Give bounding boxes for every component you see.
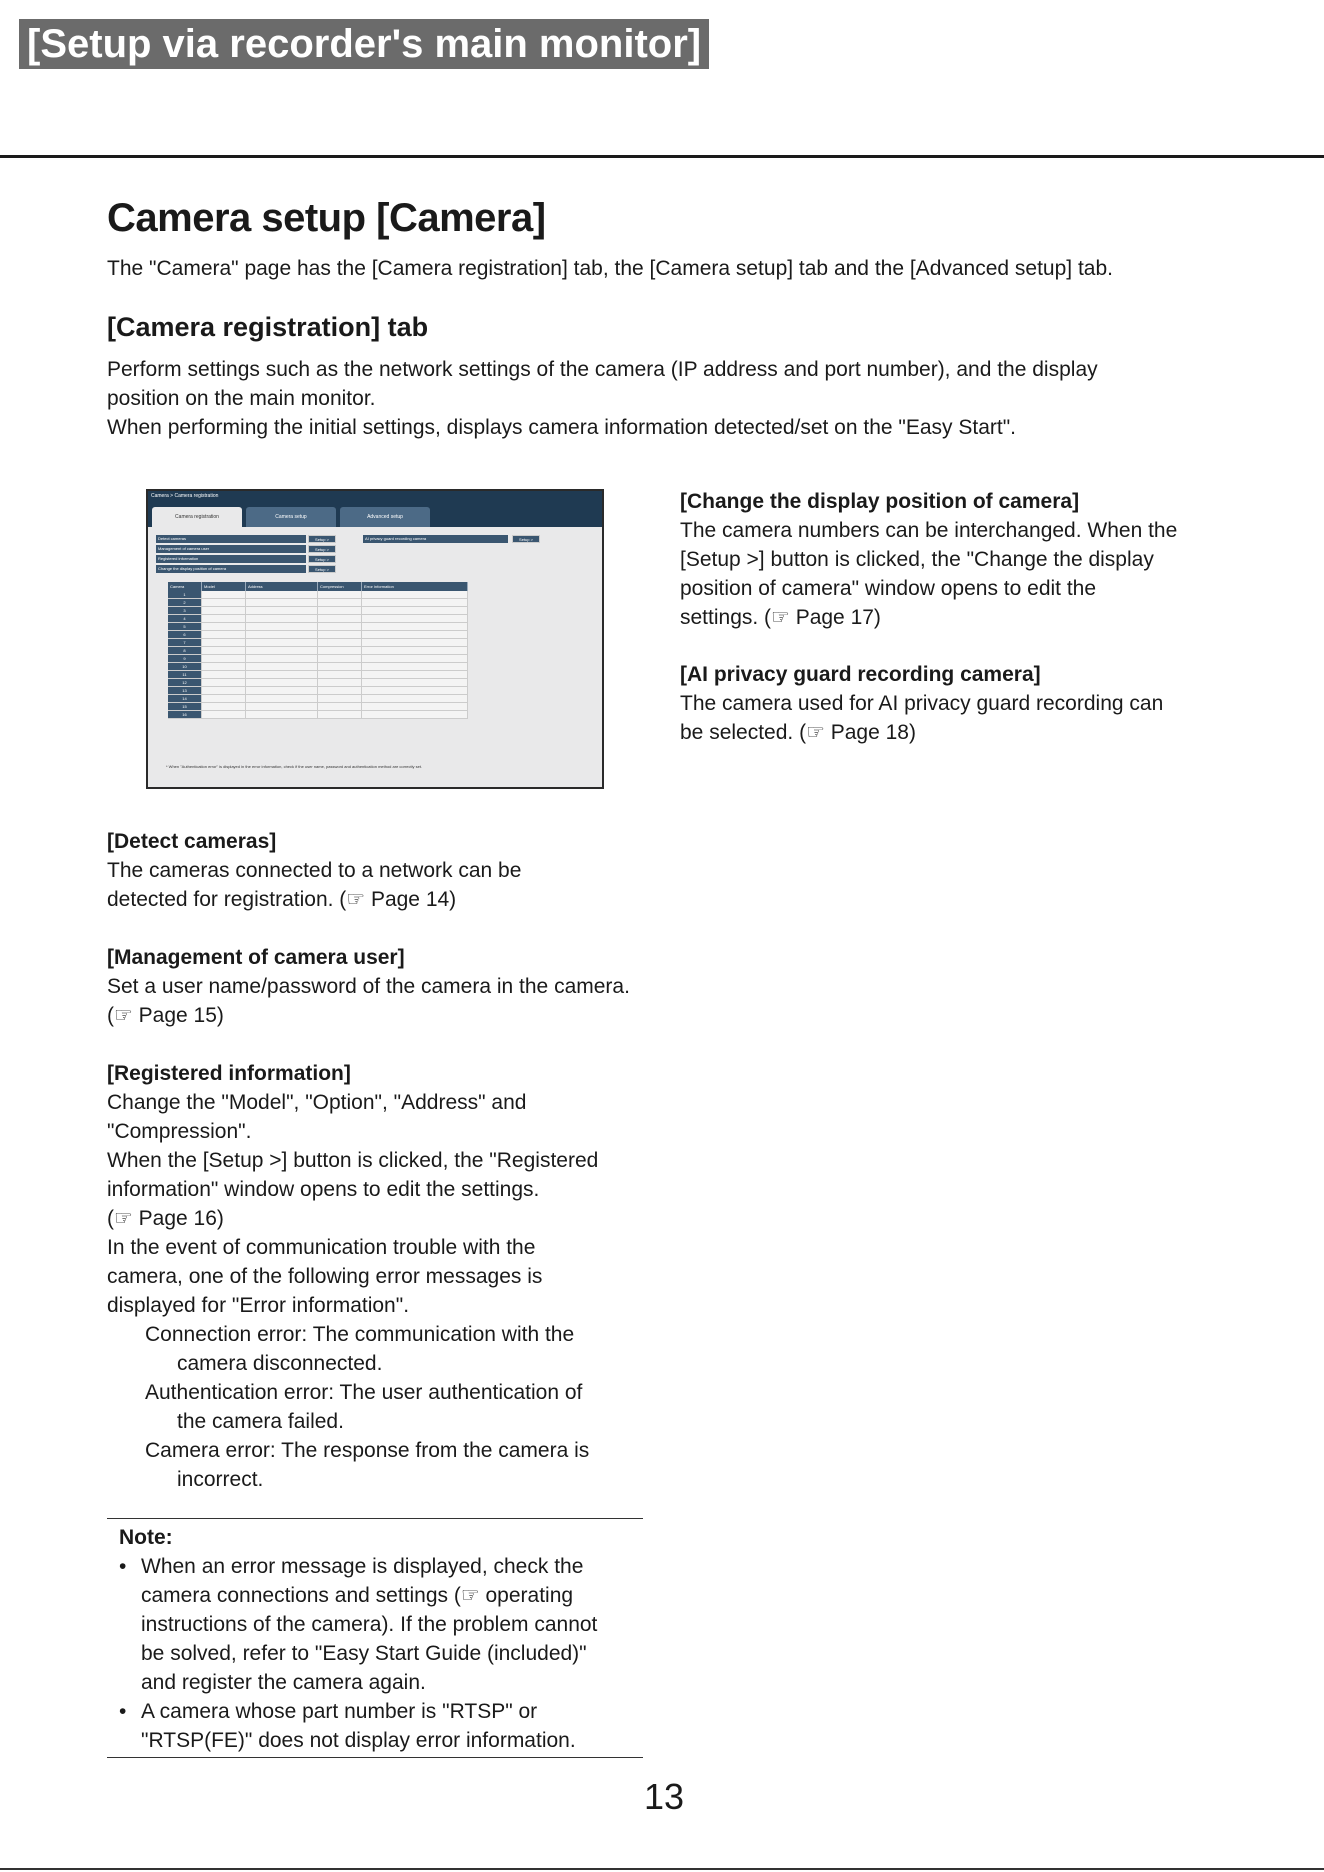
body-line: camera, one of the following error messages is <box>107 1265 543 1288</box>
footer-divider <box>0 1868 1324 1870</box>
screenshot-camera-number: 7 <box>168 639 202 647</box>
screenshot-table-cell <box>246 695 318 703</box>
body-line: displayed for "Error information". <box>107 1294 410 1317</box>
error-item-cont: incorrect. <box>177 1468 264 1491</box>
screenshot-table-cell <box>362 655 468 663</box>
screenshot-camera-number: 9 <box>168 655 202 663</box>
bullet-icon: • <box>119 1555 127 1578</box>
screenshot-table-cell <box>202 711 246 719</box>
body-line: detected for registration. (☞ Page 14) <box>107 888 457 911</box>
screenshot-table-row <box>168 631 468 639</box>
body-line: (☞ Page 15) <box>107 1004 224 1027</box>
screenshot-table-cell <box>318 695 362 703</box>
error-item-cont: camera disconnected. <box>177 1352 383 1375</box>
screenshot-table-row <box>168 695 468 703</box>
note-line: instructions of the camera). If the problem cannot <box>141 1613 598 1636</box>
screenshot-table-cell <box>318 679 362 687</box>
screenshot-table-cell <box>246 679 318 687</box>
screenshot-setup-button: Setup > <box>308 545 336 553</box>
screenshot-table-cell <box>202 703 246 711</box>
note-line: When an error message is displayed, check the <box>141 1555 584 1578</box>
screenshot-table-row <box>168 647 468 655</box>
registered-info-heading: [Registered information] <box>107 1062 351 1085</box>
body-line: [Setup >] button is clicked, the "Change the display <box>680 548 1154 571</box>
camera-registration-screenshot <box>146 489 604 789</box>
screenshot-table-cell <box>362 663 468 671</box>
change-position-heading: [Change the display position of camera] <box>680 490 1080 513</box>
error-item: Authentication error: The user authentication of <box>145 1381 583 1404</box>
ai-privacy-section <box>680 660 1220 747</box>
screenshot-table-cell <box>202 671 246 679</box>
screenshot-table-cell <box>202 639 246 647</box>
screenshot-table-cell <box>362 647 468 655</box>
note-line: camera connections and settings (☞ operating <box>141 1584 574 1607</box>
screenshot-row-registered: Registered information <box>156 555 306 563</box>
screenshot-camera-number: 5 <box>168 623 202 631</box>
screenshot-table-row <box>168 687 468 695</box>
body-line: position of camera" window opens to edit the <box>680 577 1097 600</box>
note-bullet-item <box>119 1552 639 1697</box>
screenshot-setup-button: Setup > <box>308 565 336 573</box>
screenshot-col: Model <box>202 582 246 591</box>
body-line: Set a user name/password of the camera in the camera. <box>107 975 630 998</box>
note-line: "RTSP(FE)" does not display error information. <box>141 1729 576 1752</box>
screenshot-table-row <box>168 591 468 599</box>
section-subtitle: [Camera registration] tab <box>107 312 429 342</box>
screenshot-camera-number: 16 <box>168 711 202 719</box>
screenshot-table-row <box>168 607 468 615</box>
screenshot-camera-number: 3 <box>168 607 202 615</box>
screenshot-table-cell <box>318 639 362 647</box>
screenshot-table-cell <box>362 599 468 607</box>
screenshot-camera-number: 13 <box>168 687 202 695</box>
screenshot-table-cell <box>318 607 362 615</box>
screenshot-table-cell <box>202 695 246 703</box>
screenshot-table-cell <box>318 655 362 663</box>
screenshot-col: Error information <box>362 582 468 591</box>
screenshot-table-body <box>168 591 468 719</box>
screenshot-col: Address <box>246 582 318 591</box>
screenshot-col: Compression <box>318 582 362 591</box>
screenshot-table-cell <box>318 631 362 639</box>
screenshot-table-cell <box>202 679 246 687</box>
note-label: Note: <box>119 1526 173 1549</box>
screenshot-table-cell <box>362 679 468 687</box>
body-line: When the [Setup >] button is clicked, the "Registered <box>107 1149 599 1172</box>
screenshot-table-cell <box>202 615 246 623</box>
screenshot-camera-number: 10 <box>168 663 202 671</box>
screenshot-row-change-position: Change the display position of camera <box>156 565 306 573</box>
screenshot-table-cell <box>318 671 362 679</box>
screenshot-table-cell <box>318 711 362 719</box>
screenshot-tab-camera-registration: Camera registration <box>152 507 242 527</box>
screenshot-table-cell <box>318 647 362 655</box>
screenshot-table-cell <box>318 663 362 671</box>
screenshot-table-cell <box>246 703 318 711</box>
screenshot-camera-number: 1 <box>168 591 202 599</box>
screenshot-table-cell <box>318 687 362 695</box>
page-title: Camera setup [Camera] <box>107 196 546 240</box>
screenshot-ai-row: AI privacy guard recording camera <box>363 535 508 543</box>
screenshot-footnote: * When "Authentication error" is displayed in the error information, check if the user name, password and authentication method are correctly set. <box>166 764 423 769</box>
screenshot-setup-button: Setup > <box>512 535 540 543</box>
screenshot-table-cell <box>246 671 318 679</box>
screenshot-camera-number: 12 <box>168 679 202 687</box>
note-bullet-item <box>119 1697 639 1755</box>
detect-cameras-heading: [Detect cameras] <box>107 830 277 853</box>
screenshot-table-cell <box>202 647 246 655</box>
change-position-section <box>680 487 1220 632</box>
body-line: be selected. (☞ Page 18) <box>680 721 916 744</box>
body-line: The camera used for AI privacy guard recording can <box>680 692 1164 715</box>
management-heading: [Management of camera user] <box>107 946 405 969</box>
screenshot-tab-camera-setup: Camera setup <box>246 507 336 527</box>
screenshot-table-cell <box>246 639 318 647</box>
note-line: be solved, refer to "Easy Start Guide (included)" <box>141 1642 587 1665</box>
screenshot-camera-number: 11 <box>168 671 202 679</box>
screenshot-table-cell <box>202 599 246 607</box>
description-line: Perform settings such as the network settings of the camera (IP address and port number), and the display <box>107 358 1098 381</box>
screenshot-table-cell <box>246 607 318 615</box>
management-section <box>107 943 647 1030</box>
body-line: The cameras connected to a network can be <box>107 859 522 882</box>
screenshot-table-cell <box>318 591 362 599</box>
screenshot-camera-table <box>168 582 468 719</box>
screenshot-table-cell <box>246 591 318 599</box>
error-item: Camera error: The response from the camera is <box>145 1439 590 1462</box>
screenshot-camera-number: 8 <box>168 647 202 655</box>
screenshot-setup-button: Setup > <box>308 535 336 543</box>
screenshot-table-row <box>168 711 468 719</box>
body-line: Change the "Model", "Option", "Address" and <box>107 1091 527 1114</box>
screenshot-table-cell <box>362 671 468 679</box>
screenshot-table-cell <box>202 591 246 599</box>
screenshot-tab-advanced-setup: Advanced setup <box>340 507 430 527</box>
body-line: (☞ Page 16) <box>107 1207 224 1230</box>
screenshot-table-cell <box>202 607 246 615</box>
screenshot-table-cell <box>246 647 318 655</box>
note-line: and register the camera again. <box>141 1671 426 1694</box>
description-paragraph <box>107 355 1237 442</box>
screenshot-table-cell <box>202 687 246 695</box>
screenshot-table-cell <box>362 623 468 631</box>
screenshot-table-cell <box>246 623 318 631</box>
section-banner: [Setup via recorder's main monitor] <box>19 19 709 69</box>
screenshot-table-row <box>168 623 468 631</box>
screenshot-table-header <box>168 582 468 591</box>
screenshot-table-cell <box>318 623 362 631</box>
screenshot-table-row <box>168 671 468 679</box>
screenshot-table-row <box>168 703 468 711</box>
screenshot-table-cell <box>362 711 468 719</box>
body-line: settings. (☞ Page 17) <box>680 606 881 629</box>
screenshot-table-cell <box>202 623 246 631</box>
screenshot-camera-number: 15 <box>168 703 202 711</box>
screenshot-table-cell <box>362 687 468 695</box>
intro-text: The "Camera" page has the [Camera registration] tab, the [Camera setup] tab and the [Advanced setup] tab. <box>107 257 1113 280</box>
screenshot-table-cell <box>362 631 468 639</box>
screenshot-table-row <box>168 639 468 647</box>
ai-privacy-heading: [AI privacy guard recording camera] <box>680 663 1041 686</box>
screenshot-camera-number: 14 <box>168 695 202 703</box>
screenshot-table-cell <box>246 687 318 695</box>
screenshot-table-cell <box>318 615 362 623</box>
description-line: position on the main monitor. <box>107 387 376 410</box>
screenshot-table-cell <box>246 711 318 719</box>
screenshot-table-row <box>168 679 468 687</box>
screenshot-breadcrumb: Camera > Camera registration <box>151 493 219 499</box>
screenshot-table-row <box>168 599 468 607</box>
header-divider <box>0 155 1324 158</box>
screenshot-table-row <box>168 663 468 671</box>
registered-info-section <box>107 1059 647 1494</box>
screenshot-table-cell <box>246 655 318 663</box>
detect-cameras-section <box>107 827 647 914</box>
body-line: information" window opens to edit the settings. <box>107 1178 540 1201</box>
page-number: 13 <box>644 1776 685 1817</box>
description-line: When performing the initial settings, displays camera information detected/set on the "Easy Start". <box>107 416 1017 439</box>
screenshot-table-cell <box>362 695 468 703</box>
note-line: A camera whose part number is "RTSP" or <box>141 1700 538 1723</box>
screenshot-table-cell <box>362 615 468 623</box>
bullet-icon: • <box>119 1700 127 1723</box>
body-line: The camera numbers can be interchanged. When the <box>680 519 1178 542</box>
screenshot-table-cell <box>318 599 362 607</box>
screenshot-camera-number: 4 <box>168 615 202 623</box>
body-line: "Compression". <box>107 1120 252 1143</box>
screenshot-table-cell <box>318 703 362 711</box>
screenshot-table-cell <box>202 655 246 663</box>
screenshot-table-cell <box>362 607 468 615</box>
screenshot-col: Camera <box>168 582 202 591</box>
screenshot-row-management: Management of camera user <box>156 545 306 553</box>
screenshot-table-row <box>168 655 468 663</box>
screenshot-camera-number: 6 <box>168 631 202 639</box>
error-item: Connection error: The communication with the <box>145 1323 575 1346</box>
error-item-cont: the camera failed. <box>177 1410 344 1433</box>
screenshot-table-cell <box>246 599 318 607</box>
screenshot-row-detect: Detect cameras <box>156 535 306 543</box>
body-line: In the event of communication trouble with the <box>107 1236 536 1259</box>
screenshot-camera-number: 2 <box>168 599 202 607</box>
note-box <box>107 1518 643 1758</box>
screenshot-table-cell <box>246 663 318 671</box>
screenshot-table-cell <box>362 639 468 647</box>
screenshot-table-cell <box>246 631 318 639</box>
screenshot-table-cell <box>362 703 468 711</box>
screenshot-table-cell <box>362 591 468 599</box>
screenshot-table-cell <box>202 663 246 671</box>
screenshot-table-row <box>168 615 468 623</box>
screenshot-table-cell <box>246 615 318 623</box>
screenshot-setup-button: Setup > <box>308 555 336 563</box>
screenshot-table-cell <box>202 631 246 639</box>
